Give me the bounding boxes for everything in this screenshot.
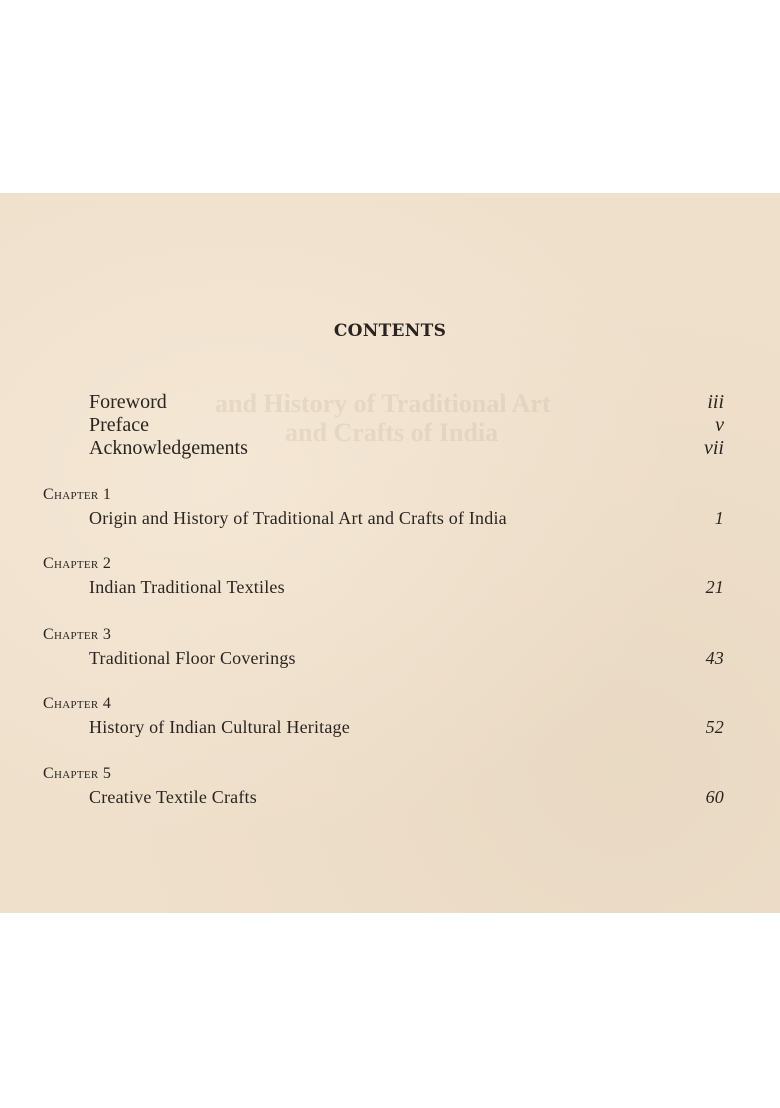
toc-entry-preface[interactable] [89, 414, 724, 437]
chapter-1 [43, 484, 724, 530]
chapter-title: History of Indian Cultural Heritage [89, 717, 350, 737]
entry-page: vii [704, 437, 724, 459]
chapter-2 [43, 553, 724, 599]
book-page [0, 193, 780, 913]
entry-label: Foreword [89, 391, 167, 413]
chapter-title: Indian Traditional Textiles [89, 577, 285, 597]
entry-label: Acknowledgements [89, 437, 248, 459]
entry-page: iii [707, 391, 724, 413]
chapter-label: Chapter 5 [43, 765, 112, 782]
chapter-title: Creative Textile Crafts [89, 787, 257, 807]
chapter-page: 60 [705, 787, 724, 807]
chapter-4 [43, 693, 724, 739]
chapter-label: Chapter 3 [43, 626, 112, 643]
chapter-page: 1 [714, 508, 724, 528]
entry-label: Preface [89, 414, 149, 436]
chapter-title: Origin and History of Traditional Art and Crafts of India [89, 508, 507, 528]
chapter-title: Traditional Floor Coverings [89, 648, 296, 668]
chapter-3 [43, 624, 724, 670]
chapter-page: 43 [705, 648, 724, 668]
toc-entry-chapter-2[interactable] [43, 575, 724, 599]
chapter-5 [43, 763, 724, 809]
toc-entry-chapter-1[interactable] [43, 506, 724, 530]
toc-entry-chapter-5[interactable] [43, 785, 724, 809]
show-through-text: and History of Traditional Art [215, 389, 551, 418]
chapter-label: Chapter 1 [43, 486, 112, 503]
entry-page: v [715, 414, 724, 436]
page-title: CONTENTS [333, 321, 447, 341]
toc-entry-acknowledgements[interactable] [89, 437, 724, 460]
toc-entry-foreword[interactable] [89, 391, 724, 414]
toc-entry-chapter-3[interactable] [43, 646, 724, 670]
chapter-page: 21 [705, 577, 724, 597]
toc-entry-chapter-4[interactable] [43, 715, 724, 739]
show-through-text: and Crafts of India [285, 418, 499, 447]
chapter-label: Chapter 2 [43, 555, 112, 572]
chapter-label: Chapter 4 [43, 695, 112, 712]
front-matter-list [89, 391, 724, 460]
chapter-page: 52 [705, 717, 724, 737]
